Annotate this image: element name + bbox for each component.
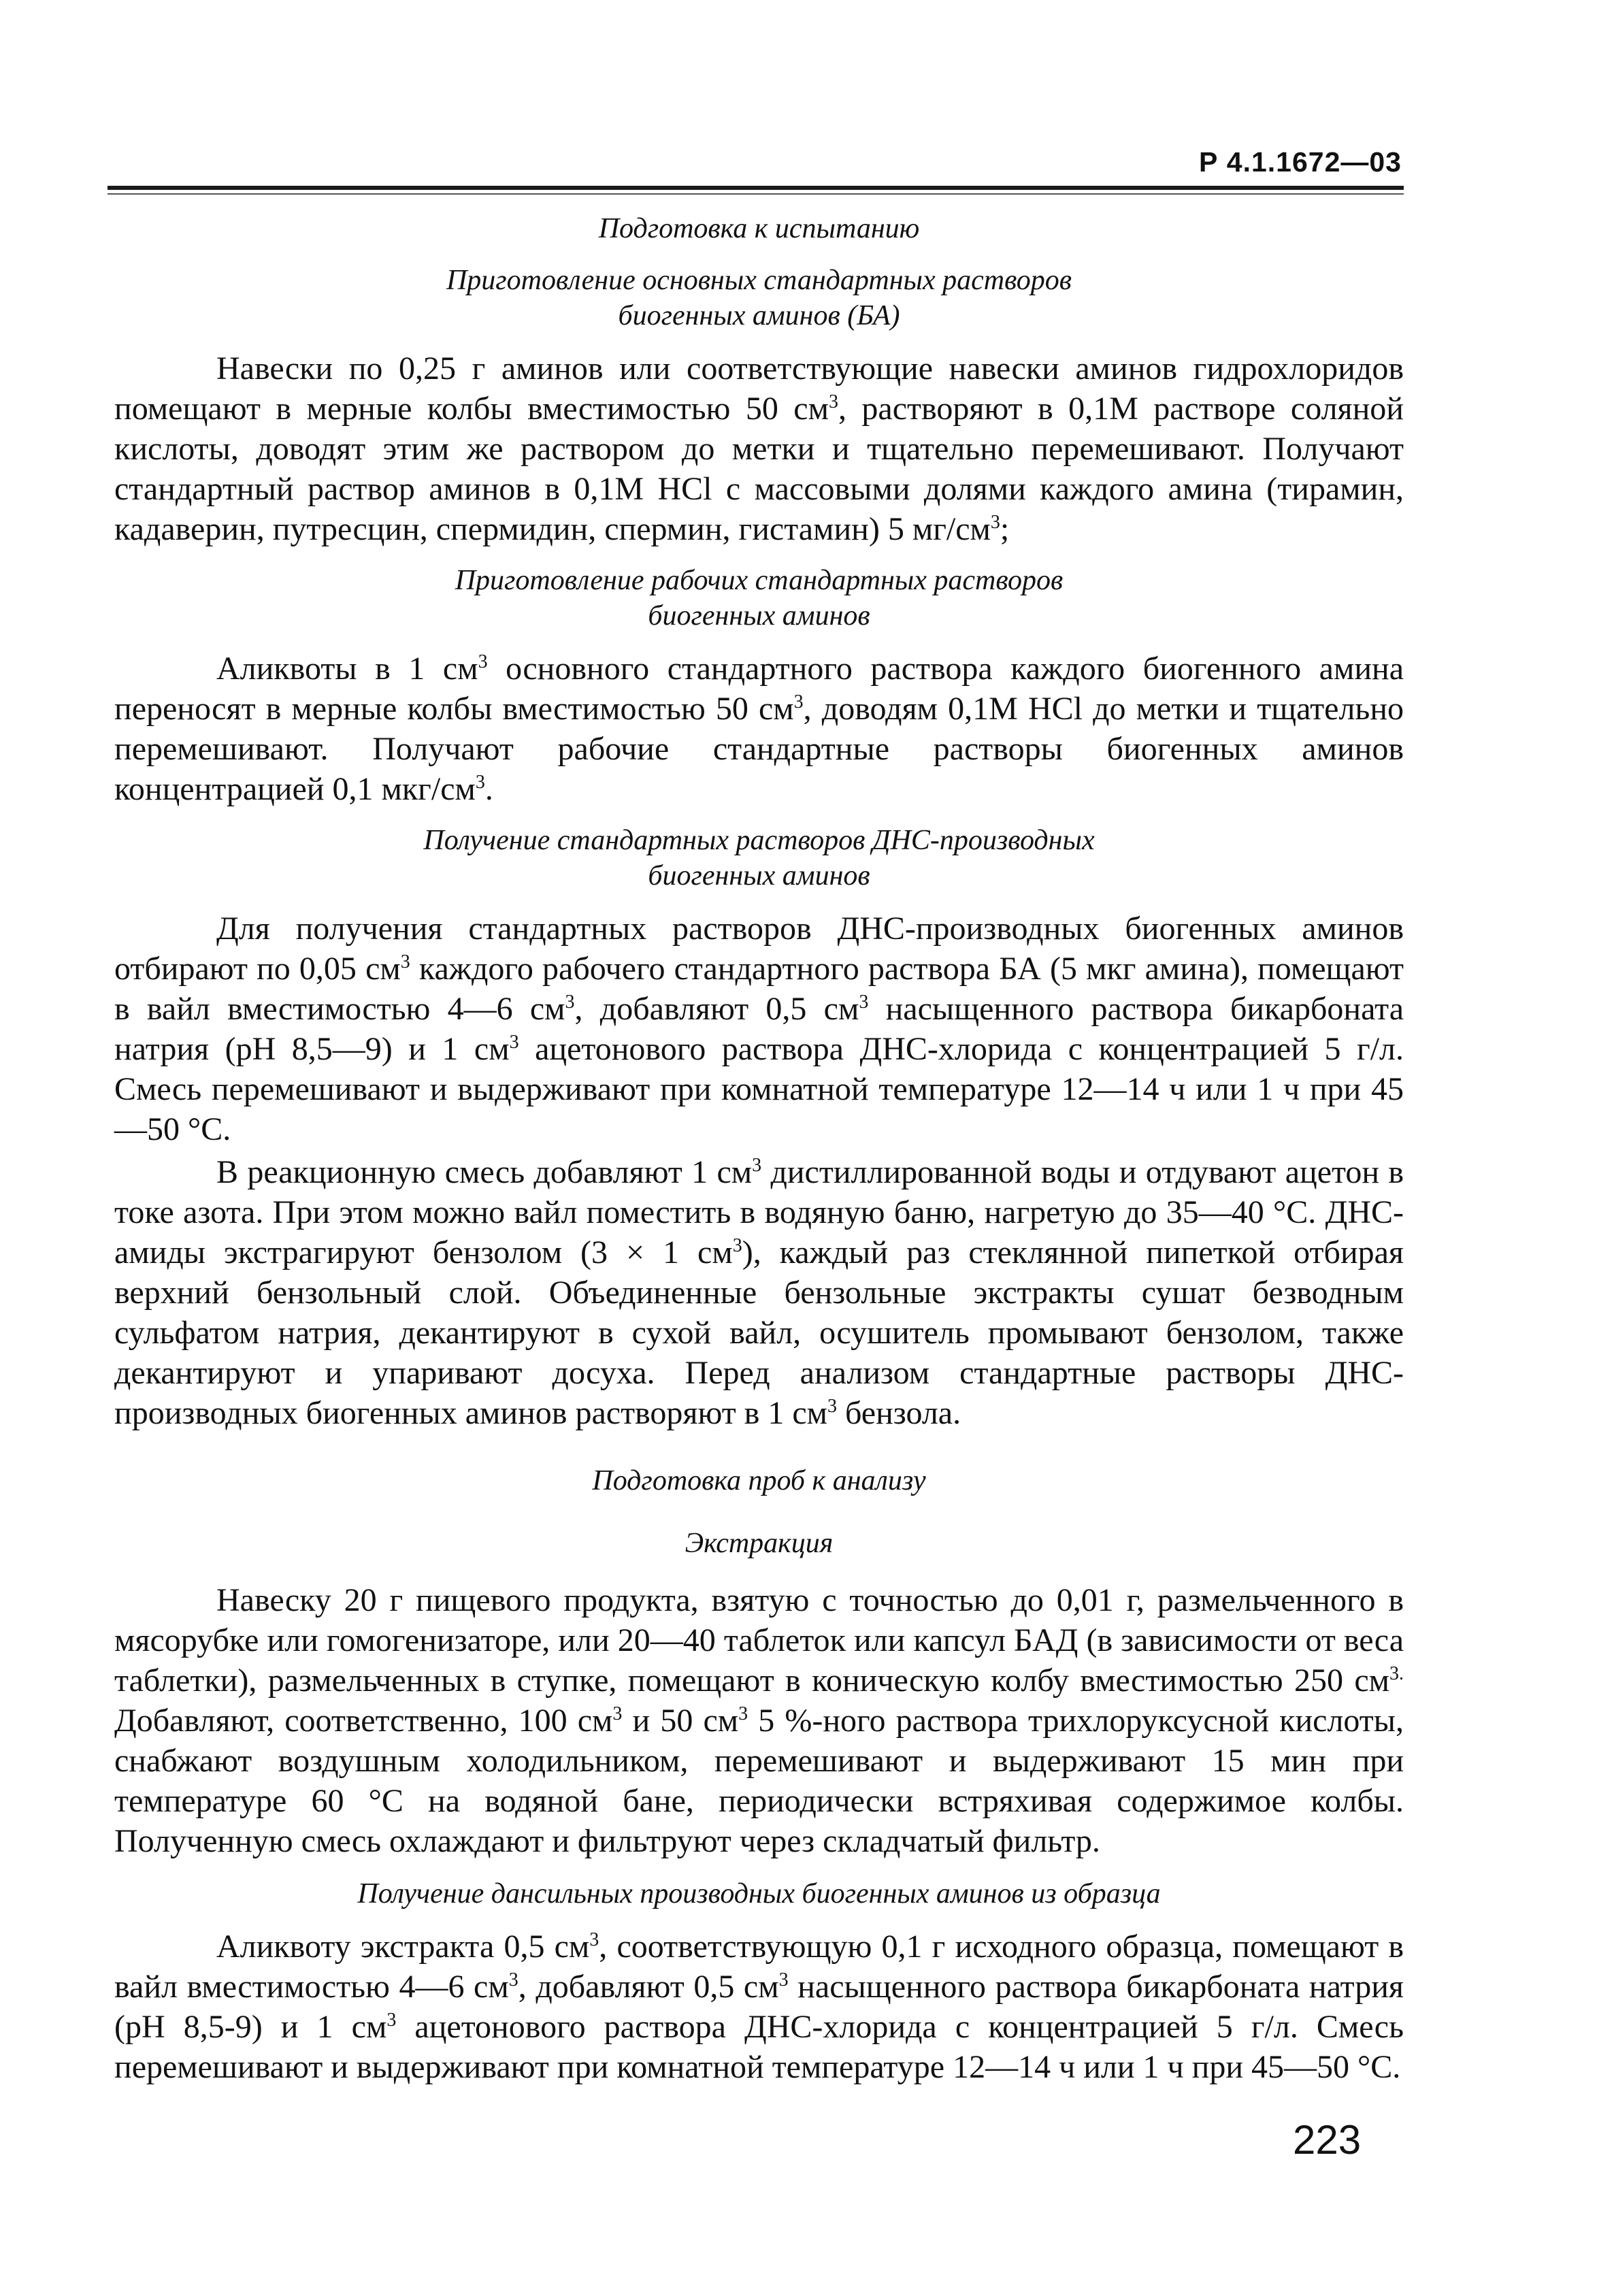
paragraph-working-solutions: Аликвоты в 1 $см^3$ основного стандартного раствора каждого биогенного амина переносят в мерные колбы вместимостью 50 $см^3$, доводям 0,1М HCl до метки и тщательно перемешивают. Получают рабочие стандартные растворы биогенных аминов концентрацией 0,1 мкг/$см^3$. [114, 651, 1404, 807]
document-code: Р 4.1.1672—03 [1199, 146, 1402, 178]
subheading-dns-derivatives-line1: Получение стандартных растворов ДНС-производных [423, 825, 1095, 856]
section-heading-preparation: Подготовка к испытанию [598, 213, 920, 244]
header-rule [108, 186, 1404, 190]
subheading-working-solutions-line1: Приготовление рабочих стандартных растворов [455, 565, 1064, 596]
subheading-working-solutions-line2: биогенных аминов [648, 600, 870, 632]
section-heading-sample-preparation: Подготовка проб к анализу [592, 1465, 926, 1496]
paragraph-dns-standards: Для получения стандартных растворов ДНС-производных биогенных аминов отбирают по 0,05 $см^3$ каждого рабочего стандартного раствора БА (5 мкг амина), помещают в вайл вместимостью 4—6 $см^3$, добавляют 0,5 $см^3$ насыщенного раствора бикарбоната натрия (pH 8,5—9) и 1 $см^3$ ацетонового раствора ДНС-хлорида с концентрацией 5 г/л. Смесь перемешивают и выдерживают при комнатной температуре 12—14 ч или 1 ч при 45—50 °С. [114, 911, 1404, 1147]
paragraph-stock-solutions: Навески по 0,25 г аминов или соответствующие навески аминов гидрохлоридов помещают в мерные колбы вместимостью 50 $см^3$, растворяют в 0,1М растворе соляной кислоты, доводят этим же раствором до метки и тщательно перемешивают. Получают стандартный раствор аминов в 0,1М HCl с массовыми долями каждого амина (тирамин, кадаверин, путресцин, спермидин, спермин, гистамин) 5 $мг/см^3$; [114, 350, 1404, 547]
paragraph-extraction-benzene: В реакционную смесь добавляют 1 $см^3$ дистиллированной воды и отдувают ацетон в токе азота. При этом можно вайл поместить в водяную баню, нагретую до 35—40 °С. ДНС-амиды экстрагируют бензолом (3 × 1 $см^3$), каждый раз стеклянной пипеткой отбирая верхний бензольный слой. Объединенные бензольные экстракты сушат безводным сульфатом натрия, декантируют в сухой вайл, осушитель промывают бензолом, также декантируют и упаривают досуха. Перед анализом стандартные растворы ДНС-производных биогенных аминов растворяют в 1 $см^3$ бензола. [114, 1154, 1404, 1431]
document-body [114, 204, 1404, 2087]
paragraph-sample-extraction: Навеску 20 г пищевого продукта, взятую с точностью до 0,01 г, размельченного в мясорубке или гомогенизаторе, или 20—40 таблеток или капсул БАД (в зависимости от веса таблетки), размельченных в ступке, помещают в коническую колбу вместимостью 250 $см^{3.}$ Добавляют, соответственно, 100 $см^3$ и 50 $см^3$ 5 %-ного раствора трихлоруксусной кислоты, снабжают воздушным холодильником, перемешивают и выдерживают 15 мин при температуре 60 °С на водяной бане, периодически встряхивая содержимое колбы. Полученную смесь охлаждают и фильтруют через складчатый фильтр. [114, 1582, 1404, 1859]
subheading-extraction: Экстракция [685, 1528, 834, 1559]
subheading-dansyl-derivatives-sample: Получение дансильных производных биогенных аминов из образца [357, 1878, 1161, 1909]
subheading-dns-derivatives-line2: биогенных аминов [648, 860, 870, 891]
subheading-stock-solutions-line1: Приготовление основных стандартных растворов [446, 265, 1072, 296]
page-number: 223 [1293, 2117, 1362, 2163]
paragraph-sample-derivatization: Аликвоту экстракта 0,5 $см^3$, соответствующую 0,1 г исходного образца, помещают в вайл вместимостью 4—6 $см^3$, добавляют 0,5 $см^3$ насыщенного раствора бикарбоната натрия (pH 8,5-9) и 1 $см^3$ ацетонового раствора ДНС-хлорида с концентрацией 5 г/л. Смесь перемешивают и выдерживают при комнатной температуре 12—14 ч или 1 ч при 45—50 °С. [114, 1929, 1404, 2085]
subheading-stock-solutions-line2: биогенных аминов (БА) [618, 300, 900, 331]
header-rule-thin [108, 193, 1404, 195]
